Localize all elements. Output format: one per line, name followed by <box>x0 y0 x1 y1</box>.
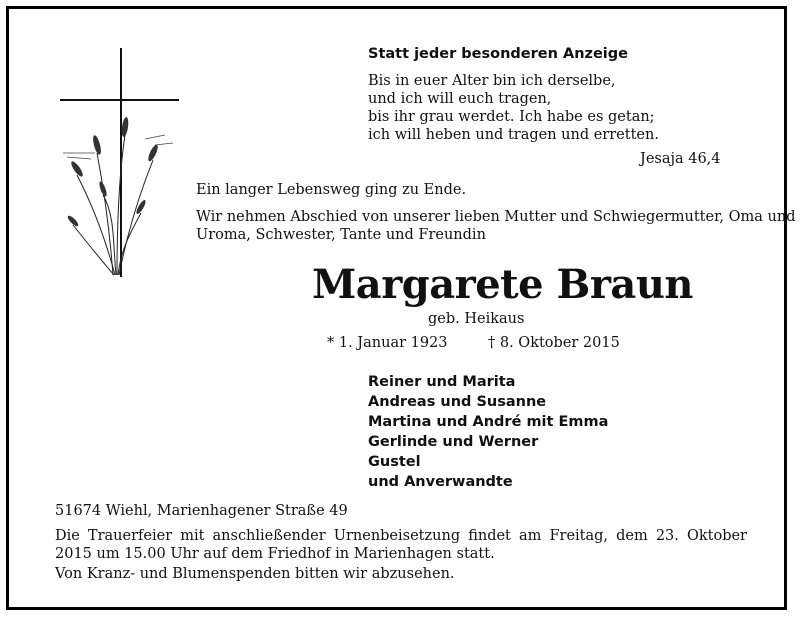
death-date: † 8. Oktober 2015 <box>488 335 620 351</box>
verse-line: und ich will euch tragen, <box>368 91 552 107</box>
intro-line: Wir nehmen Abschied von unserer lieben Mutter und Schwiegermutter, Oma und <box>196 209 796 225</box>
mourner-line: Andreas und Susanne <box>368 394 547 410</box>
header-line: Statt jeder besonderen Anzeige <box>368 46 628 62</box>
maiden-name: geb. Heikaus <box>428 311 525 327</box>
verse-line: Bis in euer Alter bin ich derselbe, <box>368 73 616 89</box>
mourner-line: Reiner und Marita <box>368 374 516 390</box>
mourner-line: und Anverwandte <box>368 474 513 490</box>
mourner-line: Gustel <box>368 454 421 470</box>
verse-line: bis ihr grau werdet. Ich habe es getan; <box>368 109 655 125</box>
intro-line: Ein langer Lebensweg ging zu Ende. <box>196 182 467 198</box>
closing-note: Von Kranz- und Blumenspenden bitten wir abzusehen. <box>55 566 455 582</box>
verse-line: ich will heben und tragen und erretten. <box>368 127 659 143</box>
deceased-name: Margarete Braun <box>312 261 693 308</box>
mourner-line: Gerlinde und Werner <box>368 434 539 450</box>
intro-line: Uroma, Schwester, Tante und Freundin <box>196 227 486 243</box>
address: 51674 Wiehl, Marienhagener Straße 49 <box>55 503 348 519</box>
verse-reference: Jesaja 46,4 <box>640 151 721 167</box>
service-info: Die Trauerfeier mit anschließender Urnenbeisetzung findet am Freitag, dem 23. Oktober 2015 um 15.00 Uhr auf dem Friedhof in Marienhagen statt. <box>55 528 747 562</box>
birth-date: * 1. Januar 1923 <box>327 335 448 351</box>
mourner-line: Martina und André mit Emma <box>368 414 609 430</box>
cross-with-wheat-icon <box>55 45 185 280</box>
